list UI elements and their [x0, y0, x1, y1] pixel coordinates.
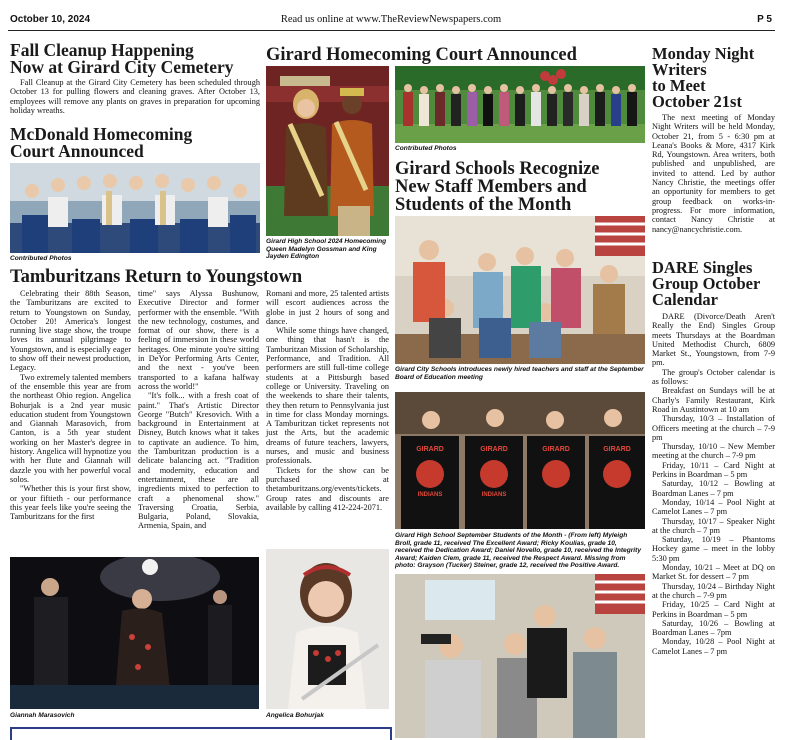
page-number: P 5 — [757, 14, 772, 25]
homecoming-king-queen-photo — [266, 66, 389, 236]
tamburitzans-article — [10, 268, 390, 287]
students-photo-2 — [395, 574, 645, 738]
calendar-item: Saturday, 10/12 – Bowling at Boardman Lanes – 7 pm — [652, 479, 775, 498]
header-rule — [8, 30, 775, 31]
calendar-item: Saturday, 10/19 – Phantoms Hockey game – meet in the lobby 5:30 pm — [652, 535, 775, 563]
calendar-item: Breakfast on Sundays will be at Charly's Family Restaurant, Kirk Road in Austintown at 10 am — [652, 386, 775, 414]
calendar-item: Thursday, 10/3 – Installation of Officers meeting at the church – 7-9 pm — [652, 414, 775, 442]
girard-schools-article — [395, 160, 645, 214]
calendar-item: Friday, 10/11 – Card Night at Perkins in Boardman – 5 pm — [652, 460, 775, 480]
shirt-label-1: GIRARD — [416, 446, 444, 453]
calendar-item: Thursday, 10/10 – New Member meeting at the church – 7-9 pm — [652, 442, 775, 461]
new-staff-caption: Girard City Schools introduces newly hired teachers and staff at the September Board of Education meeting — [395, 366, 644, 381]
monday-writers-article — [652, 46, 775, 234]
website-tagline[interactable]: Read us online at www.TheReviewNewspapers.com — [280, 14, 502, 25]
girard-court-title: Girard Homecoming Court Announced — [266, 45, 577, 65]
girard-schools-title: Girard Schools Recognize New Staff Members and Students of the Month — [395, 159, 600, 215]
mcdonald-court-photo — [10, 163, 260, 253]
page-header — [10, 14, 772, 28]
dare-article — [652, 260, 775, 656]
tamburitzans-col2: time" says Alyssa Bushunow, Executive Director and former performer with the ensemble. "With the new technology, costumes, and format of our show, there is a feeling of immersion in these world heritages. One minute you're sitting in DeYor Performing Arts Center, and the next - you've been transported to a kafana halfway across the world!" "It's folk... with a fresh coat of paint." That's Artistic Director George "Butch" Kresovich. With a background in Entertainment at Disney, Butch knows what it takes to captivate an audience. To him, the Tamburitzan production is a delicate balancing act. "Tradition and modernity, education and entertainment, these are all ingredients mixed to perfection to craft a phenomenal show." Traversing Croatia, Serbia, Bulgaria, Poland, Slovakia, Armenia, Spain, and — [138, 289, 259, 531]
calendar-item: Thursday, 10/17 – Speaker Night at the church – 7 pm — [652, 516, 775, 535]
shirt-sublabel-2: INDIANS — [481, 492, 507, 498]
monday-writers-body: The next meeting of Monday Night Writers will be held Monday, October 21, from 5 - 6:30 pm at Leana's Books & More, 4317 Kirk Rd, Youngstown. Area writers, both published and unpublished, are invited to attend. Led by author Nancy Christie, the meetings offer an opportunity for members to get group feedback on works-in-progress. For more information, contact Nancy Christie at nancy@nancychristie.com. — [652, 113, 775, 234]
monday-writers-title: Monday Night Writers to Meet October 21st — [652, 44, 755, 111]
giannah-photo — [10, 557, 259, 709]
mcdonald-caption: Contributed Photos — [10, 255, 72, 262]
issue-date: October 10, 2024 — [10, 14, 91, 25]
tamburitzans-title: Tamburitzans Return to Youngstown — [10, 267, 303, 287]
shirt-sublabel-1: INDIANS — [417, 492, 443, 498]
calendar-item: Monday, 10/28 – Pool Night at Camelot Lanes – 7 pm — [652, 637, 775, 656]
fall-cleanup-title: Fall Cleanup Happening Now at Girard City Cemetery — [10, 40, 234, 77]
girard-court-article — [266, 46, 646, 65]
students-of-month-photo — [395, 392, 645, 529]
angelica-photo — [266, 549, 389, 709]
mcdonald-article — [10, 126, 260, 160]
students-of-month-caption: Girard High School September Students of the Month - (From left) Myleigh Broll, grade 11, received The Excellent Award; Ricky Koulias, grade 10, received the Dedication Award; Daniel Novello, grade 10, received the Integrity Award; Kaiden Clem, grade 11, received the Respect Award. Missing from photo: Grayson (Tucker) Steiner, grade 12, received the Positive Award. — [395, 532, 642, 570]
angelica-caption: Angelica Bohurjak — [266, 712, 324, 719]
new-staff-photo — [395, 216, 645, 364]
girard-court-caption-left: Girard High School 2024 Homecoming Queen Madelyn Gossman and King Jayden Edington — [266, 238, 387, 261]
shirt-label-4: GIRARD — [603, 446, 631, 453]
calendar-item: Monday, 10/14 – Pool Night at Camelot Lanes – 7 pm — [652, 497, 775, 517]
calendar-item: Saturday, 10/26 – Bowling at Boardman Lanes – 7pm — [652, 618, 775, 638]
dare-calendar: DARE (Divorce/Death Aren't Really the End) Singles Group meets Thursdays at the Boardman United Methodist Church, 6809 Market St., Youngstown, from 7-9 pm. The group's October calendar is as follows: Breakfast on Sundays will be at Charly's Family Restaurant, Kirk Road in Austintown at 10 am Thursday, 10/3 – Installation of Officers meeting at the church – 7-9 pm Thursday, 10/10 – New Member meeting at the church – 7-9 pm Friday, 10/11 – Card Night at Perkins in Boardman – 5 pm Saturday, 10/12 – Bowling at Boardman Lanes – 7 pm Monday, 10/14 – Pool Night at Camelot Lanes – 7 pm Thursday, 10/17 – Speaker Night at the church – 7 pm Saturday, 10/19 – Phantoms Hockey game – meet in the lobby 5:30 pm Monday, 10/21 – Meet at DQ on Market St. for dessert – 7 pm Thursday, 10/24 – Birthday Night at the church – 7-9 pm Friday, 10/25 – Card Night at Perkins in Boardman – 5 pm Saturday, 10/26 – Bowling at Boardman Lanes – 7pm Monday, 10/28 – Pool Night at Camelot Lanes – 7 pm — [652, 312, 775, 656]
calendar-item: Friday, 10/25 – Card Night at Perkins in Boardman – 5 pm — [652, 600, 775, 619]
girard-court-group-photo — [395, 66, 645, 143]
mcdonald-title: McDonald Homecoming Court Announced — [10, 124, 193, 161]
calendar-item: Monday, 10/21 – Meet at DQ on Market St. for dessert – 7 pm — [652, 563, 775, 582]
tamburitzans-col1: Celebrating their 88th Season, the Tamburitzans are excited to return to Youngstown on Sunday, October 20! America's longest running live stage show, the troupe loves its annual pilgrimage to Youngstown, and is especially eager to show off their newest production, Legacy. Two extremely talented members of the ensemble this year are from the northeast Ohio region. Angelica Bohurjak is a 2nd year music education student from Youngstown and Giannah Marasovich, from Canton, is a 5th year student working on her Master's degree in history. Angelica will hypnotize you with her flute and Giannah will dazzle you with her powerful vocal solos. "Whether this is your first show, or your fiftieth - our performance this year feels like you're seeing the Tamburitzans for the first — [10, 289, 131, 522]
calendar-item: Thursday, 10/24 – Birthday Night at the church – 7-9 pm — [652, 581, 775, 600]
fall-cleanup-body: Fall Cleanup at the Girard City Cemetery has been scheduled through October 13 for pulling flowers and cleaning graves. After October 13, employees will remove any plants on graves in preparation for upcoming holiday wreaths. — [10, 78, 260, 115]
girard-court-caption-right: Contributed Photos — [395, 145, 457, 152]
tamburitzans-col3: Romani and more, 25 talented artists will escort audiences across the globe in just 2 hours of song and dance. While some things have changed, one thing that hasn't is the Tamburitzan Mission of Scholarship, Performance, and Tradition. All performers are still full-time college students at a Pittsburgh based college or University. Traveling on the weekends to share their talents, they then return to Pennsylvania just in time for class Monday mornings. A Tamburitzan ticket represents not just the Arts, but the academic dreams of future teachers, lawyers, nurses, and music and business professionals. Tickets for the show can be purchased at thetamburitzans.org/events/tickets. Group rates and discounts are available by calling 412-224-2071. — [266, 289, 389, 512]
shirt-label-3: GIRARD — [542, 446, 570, 453]
giannah-caption: Giannah Marasovich — [10, 712, 75, 719]
bottom-ad-border — [10, 727, 392, 740]
fall-cleanup-article — [10, 42, 260, 115]
dare-title: DARE Singles Group October Calendar — [652, 258, 761, 309]
shirt-label-2: GIRARD — [480, 446, 508, 453]
